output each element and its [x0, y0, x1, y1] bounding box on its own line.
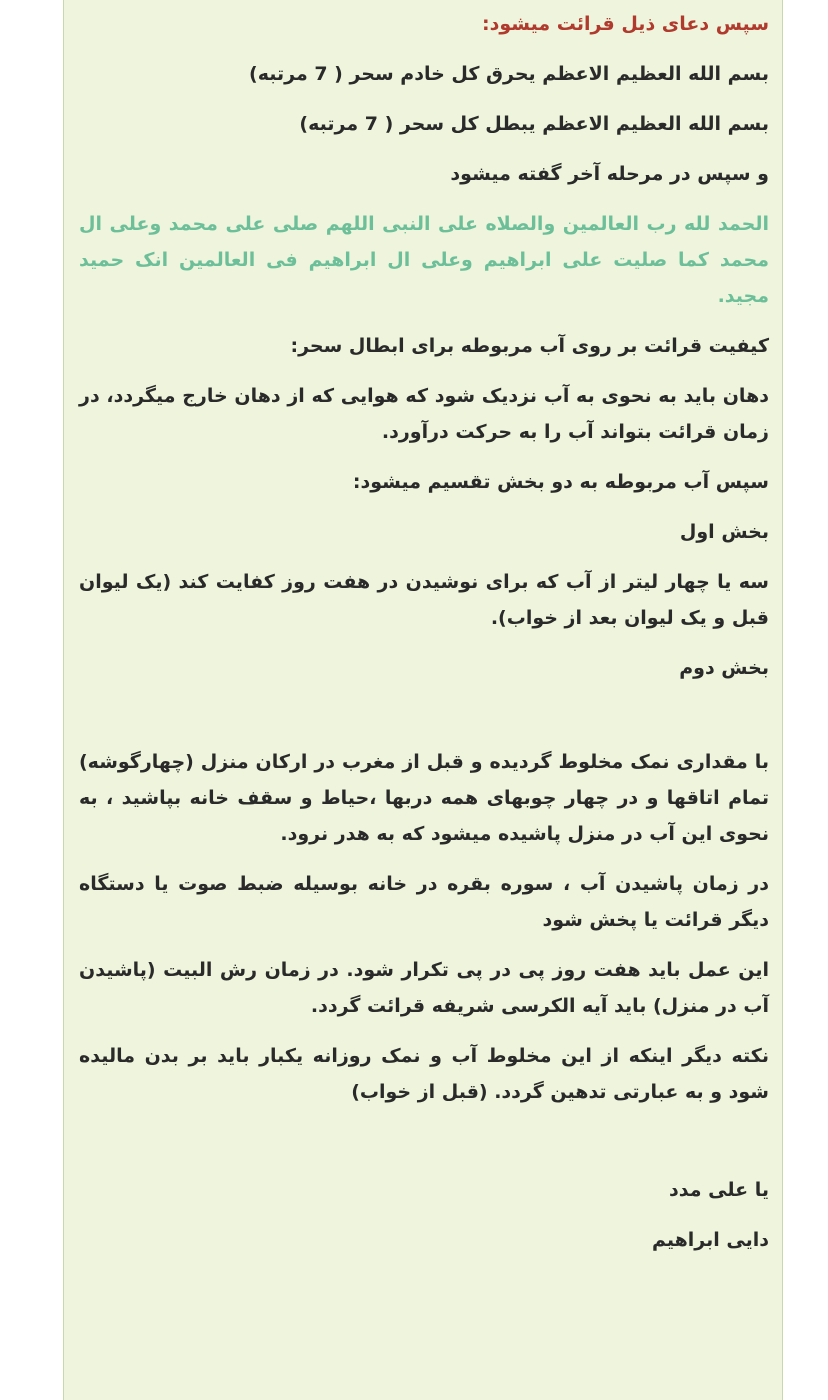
surah-baqarah-text: در زمان پاشیدن آب ، سوره بقره در خانه بوسیله ضبط صوت یا دستگاه دیگر قرائت یا پخش شود — [79, 873, 769, 931]
salawat-prayer: الحمد لله رب العالمین والصلاه علی النبی اللهم صلی علی محمد وعلی ال محمد کما صلیت علی ابراهیم وعلی ال ابراهیم فی العالمین انک حمید مجید. — [79, 213, 769, 307]
author-signature: دایی ابراهیم — [651, 1229, 769, 1251]
seven-days-text: این عمل باید هفت روز پی در پی تکرار شود. در زمان رش البیت (پاشیدن آب در منزل) باید آیه الکرسی شریفه قرائت گردد. — [79, 959, 769, 1017]
part-one-heading: بخش اول — [679, 521, 769, 543]
article-body — [79, 6, 769, 1272]
closing-salutation: یا علی مدد — [669, 1179, 769, 1201]
recitation-method-text: دهان باید به نحوی به آب نزدیک شود که هوایی که از دهان خارج میگردد، در زمان قرائت بتواند آب را به حرکت درآورد. — [79, 385, 769, 443]
part-two-text: با مقداری نمک مخلوط گردیده و قبل از مغرب در ارکان منزل (چهارگوشه) تمام اتاقها و در چهار چوبهای همه دربها ،حیاط و سقف خانه بپاشید ، به نحوی این آب در منزل پاشیده میشود که به هدر نرود. — [79, 751, 769, 845]
water-division-text: سپس آب مربوطه به دو بخش تقسیم میشود: — [352, 471, 769, 493]
body-anointing-text: نکته دیگر اینکه از این مخلوط آب و نمک روزانه یکبار باید بر بدن مالیده شود و به عبارتی تدهین گردد. (قبل از خواب) — [79, 1045, 769, 1103]
final-stage-intro: و سپس در مرحله آخر گفته میشود — [450, 163, 769, 185]
invocation-line-2: بسم الله العظیم الاعظم یبطل کل سحر ( 7 مرتبه) — [299, 113, 769, 135]
section-heading: سپس دعای ذیل قرائت میشود: — [481, 13, 769, 35]
spacer — [79, 1124, 769, 1172]
content-panel — [63, 0, 783, 1400]
part-one-text: سه یا چهار لیتر از آب که برای نوشیدن در هفت روز کفایت کند (یک لیوان قبل و یک لیوان بعد از خواب). — [79, 571, 769, 629]
spacer — [79, 700, 769, 744]
part-two-heading: بخش دوم — [679, 657, 769, 679]
invocation-line-1: بسم الله العظیم الاعظم یحرق کل خادم سحر ( 7 مرتبه) — [249, 63, 769, 85]
recitation-method-heading: کیفیت قرائت بر روی آب مربوطه برای ابطال سحر: — [290, 335, 769, 357]
